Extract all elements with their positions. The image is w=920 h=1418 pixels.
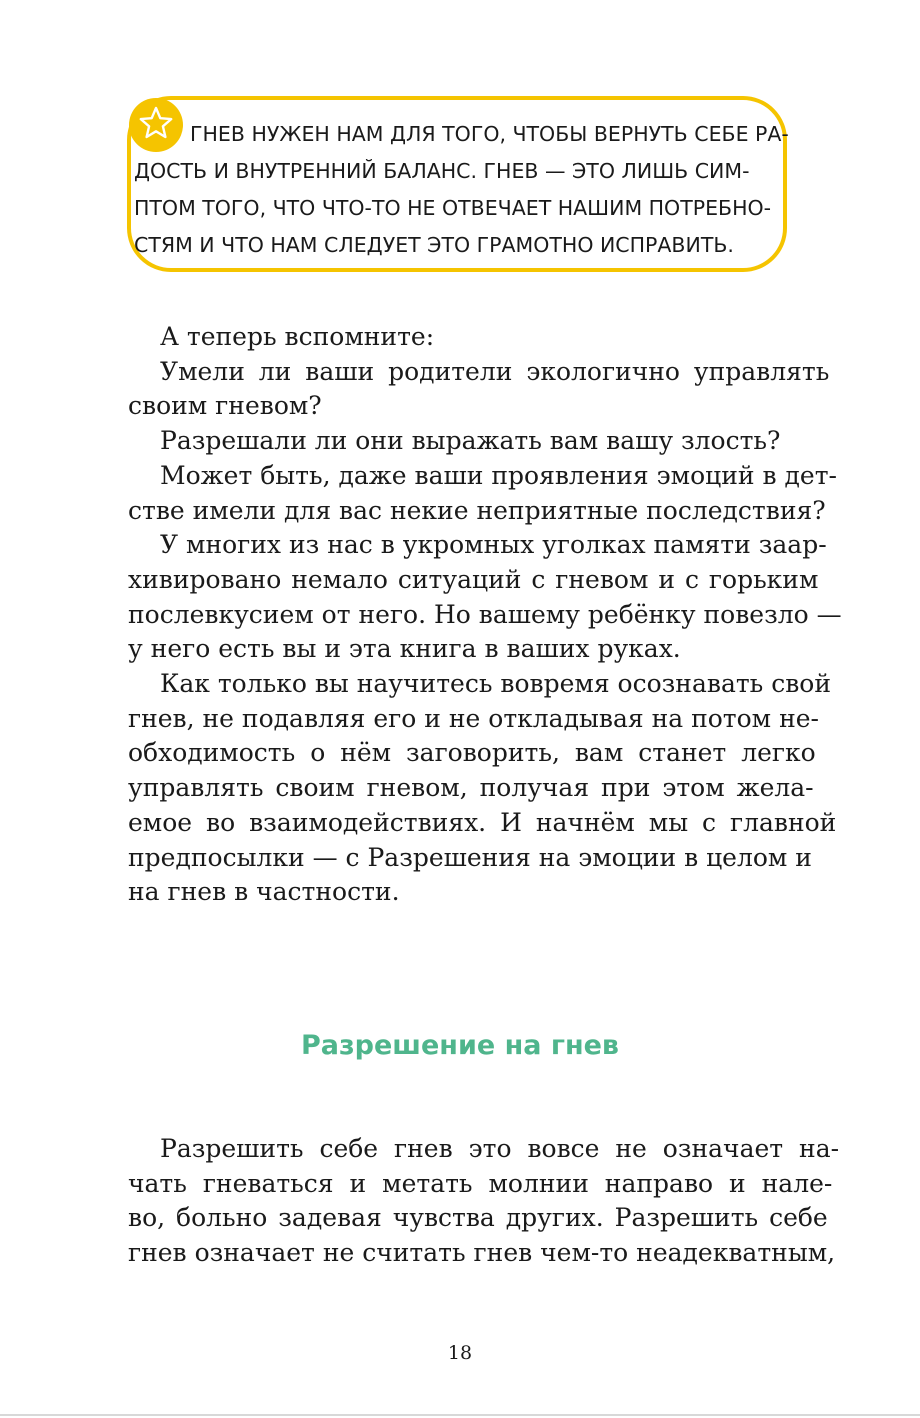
text-line: гнев, не подавляя его и не откладывая на потом не- [128, 703, 819, 733]
text-line: Умели ли ваши родители экологично управлять [160, 356, 830, 386]
text-line: Может быть, даже ваши проявления эмоций в дет- [160, 460, 837, 490]
callout-text [134, 116, 789, 264]
text-line: обходимость о нём заговорить, вам станет легко [128, 738, 816, 768]
star-badge [129, 98, 183, 152]
callout-line: СТЯМ И ЧТО НАМ СЛЕДУЕТ ЭТО ГРАМОТНО ИСПРАВИТЬ. [134, 233, 734, 257]
text-line: во, больно задевая чувства других. Разрешить себе [128, 1203, 828, 1233]
text-line: А теперь вспомните: [160, 322, 435, 351]
text-line: управлять своим гневом, получая при этом жела- [128, 773, 814, 803]
text-line: стве имели для вас некие неприятные последствия? [128, 495, 826, 525]
text-line: послевкусием от него. Но вашему ребёнку повезло — [128, 599, 842, 629]
body-text-block-1 [128, 320, 842, 910]
page-bottom-divider [0, 1414, 920, 1416]
text-line: гнев означает не считать гнев чем-то неадекватным, [128, 1238, 836, 1268]
text-line: у него есть вы и эта книга в ваших руках. [128, 634, 681, 664]
text-line: чать гневаться и метать молнии направо и нале- [128, 1168, 833, 1198]
text-line: предпосылки — с Разрешения на эмоции в целом и [128, 842, 812, 872]
text-line: У многих из нас в укромных уголках памяти заар- [160, 530, 827, 560]
star-icon [136, 104, 176, 144]
callout-line: ГНЕВ НУЖЕН НАМ ДЛЯ ТОГО, ЧТОБЫ ВЕРНУТЬ СЕБЕ РА- [190, 122, 789, 146]
text-line: Разрешить себе гнев это вовсе не означает на- [160, 1134, 840, 1163]
text-line: Как только вы научитесь вовремя осознавать свой [160, 669, 832, 699]
body-text-block-2 [128, 1132, 840, 1271]
text-line: на гнев в частности. [128, 877, 400, 907]
page-number: 18 [447, 1342, 473, 1364]
callout-line: ДОСТЬ И ВНУТРЕННИЙ БАЛАНС. ГНЕВ — ЭТО ЛИШЬ СИМ- [134, 159, 750, 183]
callout-line: ПТОМ ТОГО, ЧТО ЧТО-ТО НЕ ОТВЕЧАЕТ НАШИМ ПОТРЕБНО- [134, 196, 772, 220]
text-line: Разрешали ли они выражать вам вашу злость? [160, 426, 781, 456]
section-heading: Разрешение на гнев [300, 1030, 620, 1061]
text-line: хивировано немало ситуаций с гневом и с горьким [128, 564, 819, 594]
text-line: своим гневом? [128, 391, 322, 421]
text-line: емое во взаимодействиях. И начнём мы с главной [128, 807, 837, 837]
